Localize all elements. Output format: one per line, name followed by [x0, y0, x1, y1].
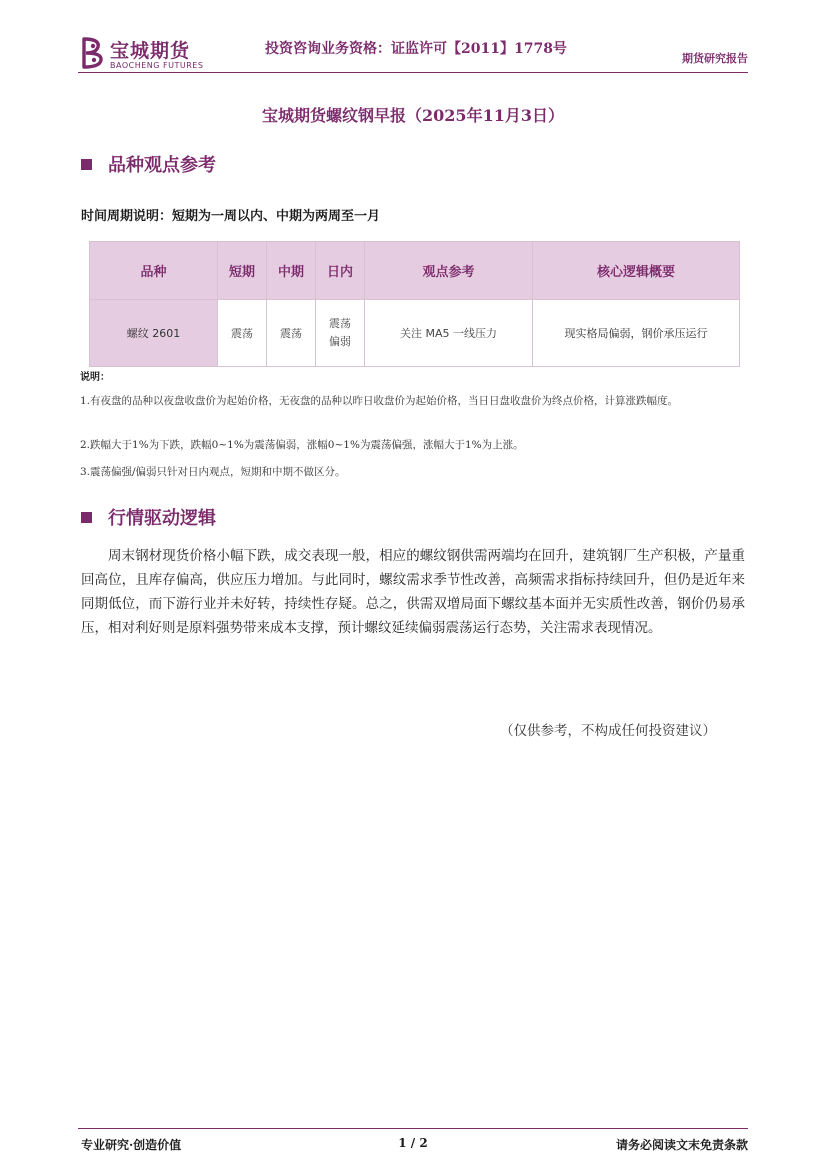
footer-disclaimer-notice: 请务必阅读文末免责条款: [615, 1138, 748, 1152]
section-heading-text: 品种观点参考: [108, 155, 216, 176]
report-type: 期货研究报告: [682, 52, 748, 65]
section-heading-text: 行情驱动逻辑: [108, 508, 216, 529]
period-note: 时间周期说明：短期为一周以内、中期为两周至一月: [81, 209, 381, 224]
table-cell-variety: 螺纹 2601: [90, 300, 218, 367]
table-header-cell: 日内: [316, 242, 365, 300]
company-logo: [80, 36, 230, 72]
logo-text-en: BAOCHENG FUTURES: [110, 61, 204, 70]
qualification-text: 投资咨询业务资格：证监许可【2011】1778号: [265, 41, 567, 57]
table-header-row: [90, 242, 740, 300]
table-header-cell: 观点参考: [365, 242, 533, 300]
page-number: 1 / 2: [398, 1136, 428, 1150]
report-title: 宝城期货螺纹钢早报（2025年11月3日）: [262, 106, 564, 125]
table-cell-view: 关注 MA5 一线压力: [365, 300, 533, 367]
notes-label: 说明：: [80, 372, 110, 383]
footer-slogan: 专业研究·创造价值: [81, 1138, 182, 1152]
table-cell-intraday: 震荡 偏弱: [316, 300, 365, 367]
table-row: [90, 300, 740, 367]
views-table: [89, 241, 740, 367]
header-divider: [78, 72, 748, 73]
table-cell-short-term: 震荡: [218, 300, 267, 367]
note-item: 1.有夜盘的品种以夜盘收盘价为起始价格，无夜盘的品种以昨日收盘价为起始价格，当日日盘收盘价为终点价格，计算涨跌幅度。: [80, 395, 679, 407]
logo-mark-icon: [80, 36, 106, 70]
section-heading-drivers: [81, 504, 216, 530]
reference-disclaimer: （仅供参考，不构成任何投资建议）: [500, 723, 716, 739]
table-header-cell: 短期: [218, 242, 267, 300]
table-cell-mid-term: 震荡: [267, 300, 316, 367]
note-item: 3.震荡偏强/偏弱只针对日内观点，短期和中期不做区分。: [80, 466, 346, 478]
square-bullet-icon: [81, 159, 92, 170]
table-header-cell: 中期: [267, 242, 316, 300]
table-header-cell: 核心逻辑概要: [533, 242, 740, 300]
logo-text-cn: 宝城期货: [110, 40, 191, 62]
square-bullet-icon: [81, 512, 92, 523]
note-item: 2.跌幅大于1%为下跌，跌幅0~1%为震荡偏弱，涨幅0~1%为震荡偏强，涨幅大于1%为上涨。: [80, 439, 524, 451]
table-header-cell: 品种: [90, 242, 218, 300]
section-heading-views: [81, 151, 216, 177]
table-cell-core-logic: 现实格局偏弱，钢价承压运行: [533, 300, 740, 367]
footer-divider: [78, 1128, 748, 1129]
market-logic-paragraph: 周末钢材现货价格小幅下跌，成交表现一般，相应的螺纹钢供需两端均在回升，建筑钢厂生产积极，产量重回高位，且库存偏高，供应压力增加。与此同时，螺纹需求季节性改善，高频需求指标持续回升，但仍是近年来同期低位，而下游行业并未好转，持续性存疑。总之，供需双增局面下螺纹基本面并无实质性改善，钢价仍易承压，相对利好则是原料强势带来成本支撑，预计螺纹延续偏弱震荡运行态势，关注需求表现情况。: [81, 548, 745, 636]
